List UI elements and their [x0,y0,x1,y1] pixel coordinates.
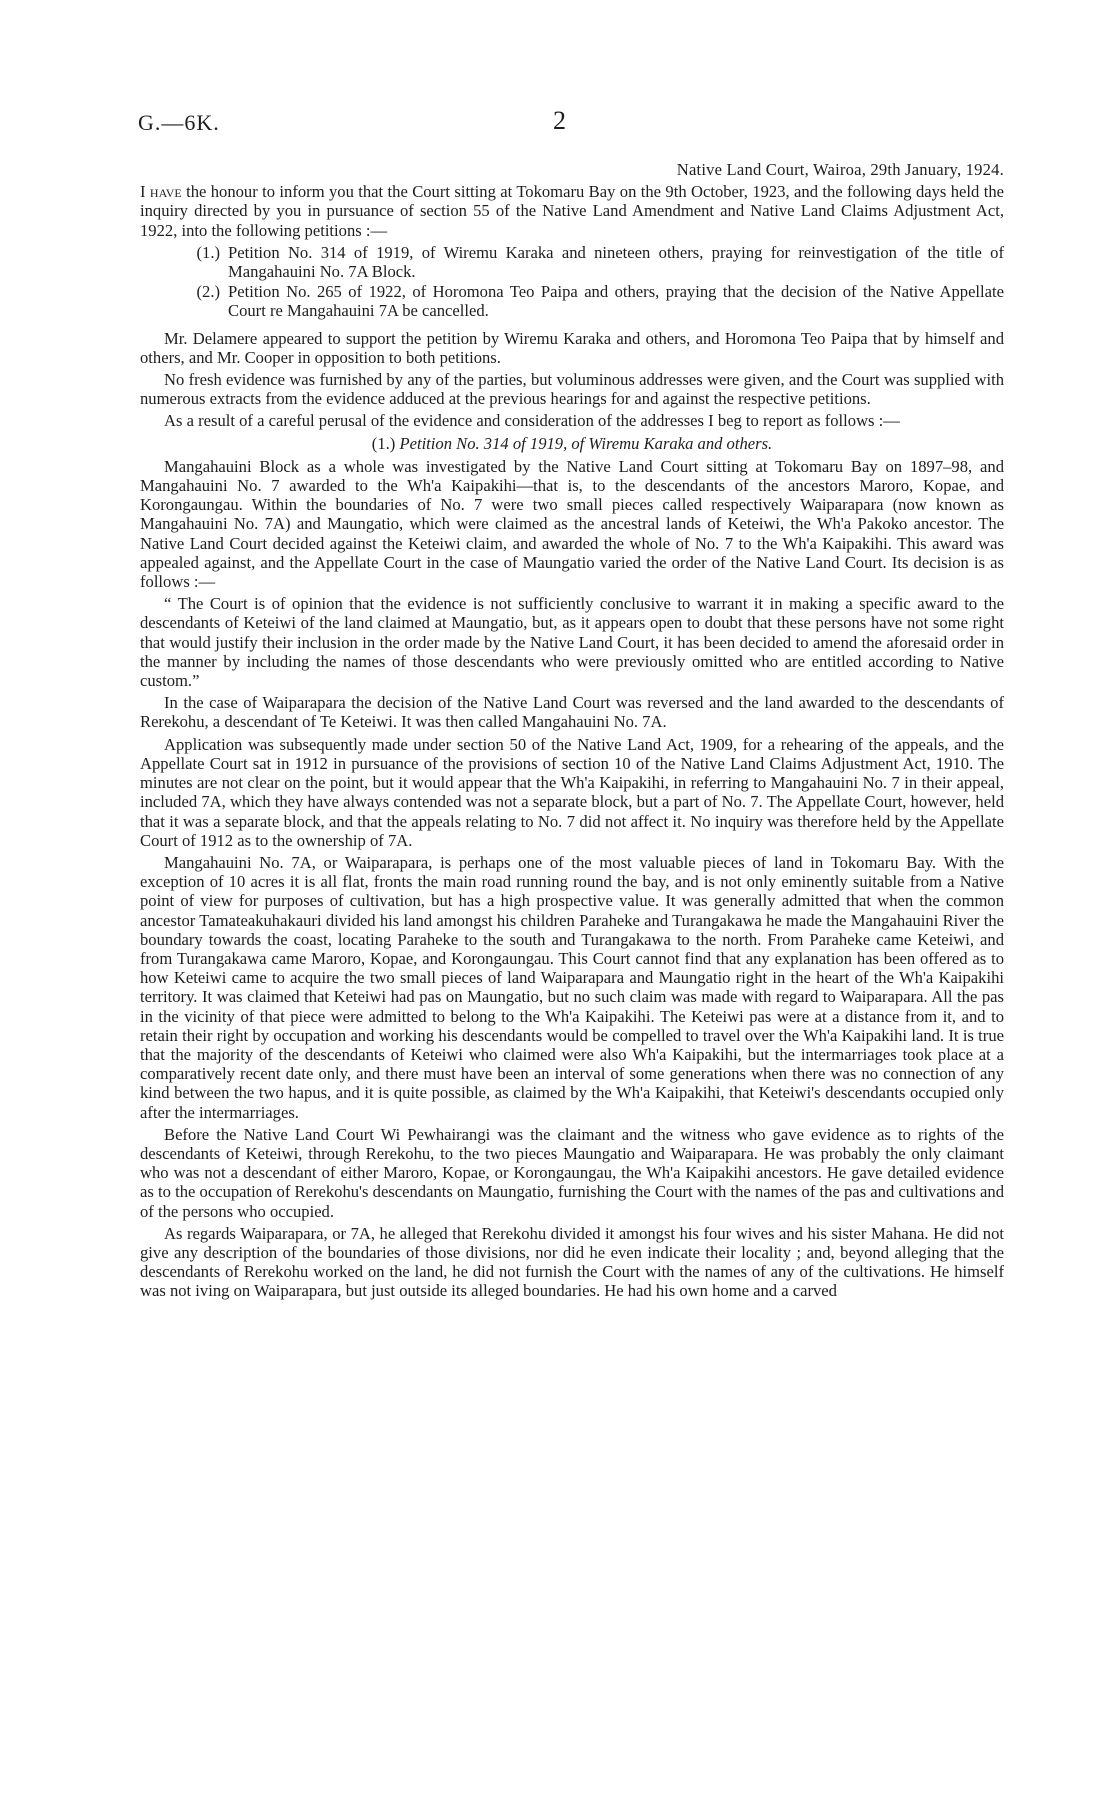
petition-number: (2.) [196,282,220,302]
section-heading [140,434,1004,453]
page-number: 2 [553,106,566,135]
petition-text: Petition No. 314 of 1919, of Wiremu Karaka and nineteen others, praying for reinvestigation of the title of Mangahauini No. 7A Block. [228,242,1004,282]
paragraph: In the case of Waiparapara the decision of the Native Land Court was reversed and the land awarded to the descendants of Rerekohu, a descendant of Te Keteiwi. It was then called Mangahauini No. 7A. [140,693,1004,732]
document-body [140,160,1004,1304]
section-number: (1.) [371,433,396,453]
paragraph: Mr. Delamere appeared to support the petition by Wiremu Karaka and others, and Horomona Teo Paipa that by himself and others, and Mr. Cooper in opposition to both petitions. [140,328,1004,367]
quoted-decision: “ The Court is of opinion that the evidence is not sufficiently conclusive to warrant it in making a specific award to the descendants of Keteiwi of the land claimed at Maungatio, but, as it appears open to doubt that these persons have not some right that would justify their inclusion in the order made by the Native Land Court, it has been decided to amend the aforesaid order in the manner by including the names of those descendants who were previously omitted who are entitled according to Native custom.” [140,594,1004,691]
paragraph: Mangahauini No. 7A, or Waiparapara, is perhaps one of the most valuable pieces of land in Tokomaru Bay. With the exception of 10 acres it is all flat, fronts the main road running round the bay, and is not only eminently suitable from a Native point of view for purposes of cultivation, but has a high prospective value. It was generally admitted that when the common ancestor Tamateakuhakauri divided his land amongst his children Paraheke and Turangakawa he made the Mangahauini River the boundary towards the coast, locating Paraheke to the south and Turangakawa to the north. From Paraheke came Keteiwi, and from Turangakawa came Maroro, Kopae, and Korongaungau. This Court cannot find that any explanation has been offered as to how Keteiwi came to acquire the two small pieces of land Waiparapara and Maungatio right in the heart of the Wh'a Kaipakihi territory. It was claimed that Keteiwi had pas on Maungatio, but no such claim was made with regard to Waiparapara. All the pas in the vicinity of that piece were admitted to belong to the Wh'a Kaipakihi. The Keteiwi pas were at a distance from it, and to retain their right by occupation and working his descendants would be compelled to travel over the Wh'a Kaipakihi land. It is true that the majority of the descendants of Keteiwi who claimed were also Wh'a Kaipakihi, but the intermarriages took place at a comparatively recent date only, and there must have been an interval of some generations when there was no connection of any kind between the two hapus, and it is quite possible, as claimed by the Wh'a Kaipakihi, that Keteiwi's descendants occupied only after the intermarriages. [140,852,1004,1122]
petition-number: (1.) [196,242,220,262]
petition-list [140,243,1004,321]
paragraph: As regards Waiparapara, or 7A, he alleged that Rerekohu divided it amongst his four wives and his sister Mahana. He did not give any description of the boundaries of those divisions, nor did he even indicate their locality ; and, beyond alleging that the descendants of Rerekohu worked on the land, he did not furnish the Court with the names of any of the cultivations. He himself was not iving on Waiparapara, but just outside its alleged boundaries. He had his own home and a carved [140,1223,1004,1301]
page-header [138,106,998,150]
petition-text: Petition No. 265 of 1922, of Horomona Teo Paipa and others, praying that the decision of the Native Appellate Court re Mangahauini 7A be cancelled. [228,282,1004,321]
section-title: Petition No. 314 of 1919, of Wiremu Karaka and others. [399,433,773,453]
paragraph: Mangahauini Block as a whole was investigated by the Native Land Court sitting at Tokomaru Bay on 1897–98, and Mangahauini No. 7 awarded to the Wh'a Kaipakihi—that is, to the descendants of the ancestors Maroro, Kopae, and Korongaungau. Within the boundaries of No. 7 were two small pieces called respectively Waiparapara (now known as Mangahauini No. 7A) and Maungatio, which were claimed as the ancestral lands of Keteiwi, the Wh'a Pakoko ancestor. The Native Land Court decided against the Keteiwi claim, and awarded the whole of No. 7 to the Wh'a Kaipakihi. This award was appealed against, and the Appellate Court in the case of Maungatio varied the order of the Native Land Court. Its decision is as follows :— [140,456,1004,592]
petition-item [140,243,1004,281]
paragraph: Before the Native Land Court Wi Pewhairangi was the claimant and the witness who gave evidence as to rights of the descendants of Keteiwi, through Rerekohu, to the two pieces Maungatio and Waiparapara. He was probably the only claimant who was not a descendant of either Maroro, Kopae, or Korongaungau, the Wh'a Kaipakihi ancestors. He gave detailed evidence as to the occupation of Rerekohu's descendants on Maungatio, furnishing the Court with the names of the pas and cultivations and of the persons who occupied. [140,1124,1004,1221]
intro-text: the honour to inform you that the Court sitting at Tokomaru Bay on the 9th October, 1923, and the following days held the inquiry directed by you in pursuance of section 55 of the Native Land Amendment and Native Land Claims Adjustment Act, 1922, into the following petitions :— [140,182,1004,240]
paragraph: As a result of a careful perusal of the evidence and consideration of the addresses I beg to report as follows :— [164,411,900,431]
intro-lead: I have [140,182,182,202]
dateline: Native Land Court, Wairoa, 29th January, 1924. [676,160,1004,179]
document-reference: G.—6K. [138,110,220,135]
intro-paragraph [140,182,1004,240]
paragraph: No fresh evidence was furnished by any of the parties, but voluminous addresses were given, and the Court was supplied with numerous extracts from the evidence adduced at the previous hearings for and against the respective petitions. [140,370,1004,409]
petition-item [140,282,1004,320]
paragraph: Application was subsequently made under section 50 of the Native Land Act, 1909, for a rehearing of the appeals, and the Appellate Court sat in 1912 in pursuance of the provisions of section 10 of the Native Land Claims Adjustment Act, 1910. The minutes are not clear on the point, but it would appear that the Wh'a Kaipakihi, in referring to Mangahauini No. 7 in their appeal, included 7A, which they have always contended was not a separate block, but a part of No. 7. The Appellate Court, however, held that it was a separate block, and that the appeals relating to No. 7 did not affect it. No inquiry was therefore held by the Appellate Court of 1912 as to the ownership of 7A. [140,734,1004,850]
